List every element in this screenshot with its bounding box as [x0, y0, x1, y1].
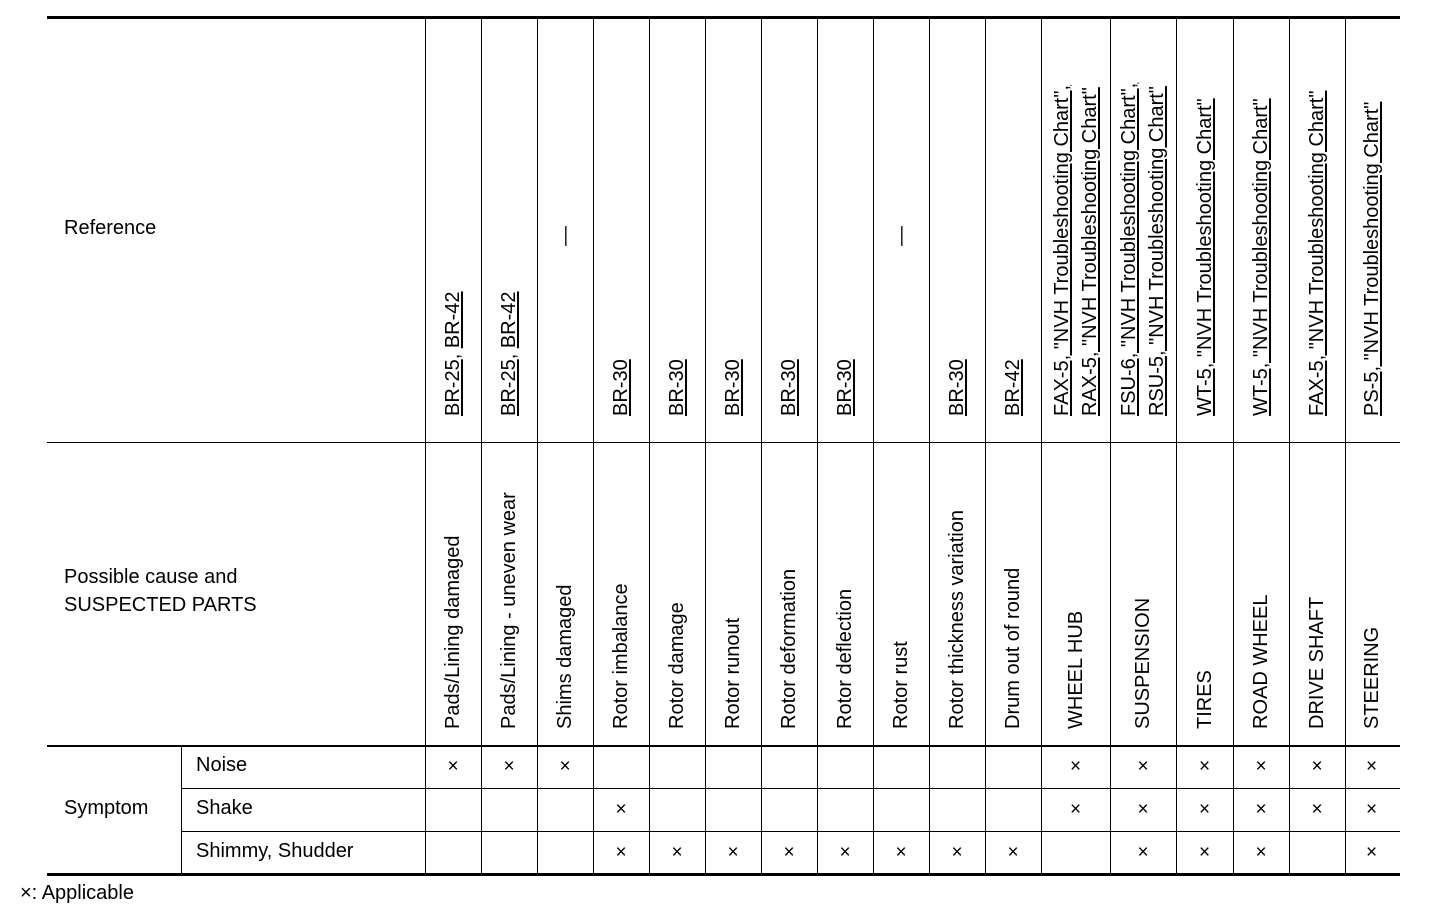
reference-text — [1247, 98, 1275, 416]
applicable-mark: × — [1069, 799, 1082, 820]
applicable-mark: × — [1255, 842, 1267, 863]
cause-text: ROAD WHEEL — [1250, 594, 1272, 729]
reference-text — [719, 359, 747, 416]
cause-text: Shims damaged — [554, 584, 576, 729]
column-rule — [649, 16, 650, 873]
applicable-mark: × — [447, 756, 459, 777]
reference-line — [1115, 83, 1143, 416]
cause-text: Rotor deflection — [834, 588, 856, 729]
reference-line — [1048, 85, 1076, 416]
applicable-mark: × — [1137, 799, 1149, 820]
applicable-mark: × — [783, 842, 795, 863]
reference-line — [943, 359, 971, 416]
reference-link[interactable]: WT-5, "NVH Troubleshooting Chart" — [1250, 98, 1272, 416]
reference-text — [1303, 91, 1331, 416]
column-rule — [593, 16, 594, 873]
applicable-mark: × — [671, 842, 683, 863]
reference-link[interactable]: BR-25 — [498, 359, 520, 416]
symptom-name: Noise — [196, 754, 248, 776]
reference-none: — — [890, 226, 912, 246]
reference-line — [607, 359, 635, 416]
applicable-mark: × — [615, 842, 627, 863]
reference-text — [607, 359, 635, 416]
symptom-name: Shimmy, Shudder — [196, 840, 354, 862]
reference-link[interactable]: RAX-5, "NVH Troubleshooting Chart" — [1078, 87, 1101, 416]
reference-text — [663, 359, 691, 416]
column-rule — [425, 16, 426, 873]
applicable-mark: × — [503, 756, 515, 777]
reference-link[interactable]: BR-42 — [498, 291, 520, 349]
symptom-divider-rule — [181, 745, 182, 873]
reference-link[interactable]: PS-5, "NVH Troubleshooting Chart" — [1360, 101, 1383, 416]
column-rule — [1289, 16, 1290, 873]
applicable-mark: × — [839, 842, 851, 863]
table-top-rule — [47, 16, 1400, 19]
reference-link[interactable]: WT-5, "NVH Troubleshooting Chart" — [1193, 98, 1216, 416]
applicable-mark: × — [1365, 842, 1378, 863]
reference-text — [1191, 98, 1219, 416]
column-rule — [1041, 16, 1042, 873]
applicable-mark: × — [1365, 799, 1378, 820]
applicable-mark: × — [1198, 756, 1211, 777]
cause-text: Rotor thickness variation — [946, 510, 968, 729]
reference-link[interactable]: BR-30 — [834, 359, 856, 416]
legend: ×: Applicable — [20, 882, 134, 904]
applicable-mark: × — [559, 756, 571, 777]
reference-link[interactable]: BR-30 — [610, 359, 632, 416]
reference-text — [1048, 85, 1104, 416]
cause-label-line2: SUSPECTED PARTS — [64, 594, 257, 616]
cause-text: DRIVE SHAFT — [1306, 596, 1328, 729]
applicable-mark: × — [1255, 799, 1267, 820]
applicable-mark: × — [1069, 756, 1082, 777]
reference-none: — — [554, 226, 576, 246]
column-rule — [929, 16, 930, 873]
reference-line — [1076, 85, 1104, 416]
applicable-mark: × — [1198, 842, 1211, 863]
reference-line — [1247, 98, 1275, 416]
column-rule — [1176, 16, 1177, 873]
reference-link[interactable]: FSU-6, "NVH Troubleshooting Chart", — [1118, 82, 1140, 416]
cause-label-line1: Possible cause and — [64, 566, 238, 588]
symptom-label: Symptom — [64, 797, 149, 819]
applicable-mark: × — [895, 842, 907, 863]
cause-text: Rotor damage — [666, 602, 688, 729]
reference-line — [999, 359, 1027, 416]
column-rule — [1345, 16, 1346, 873]
reference-line — [495, 291, 523, 416]
reference-line — [439, 291, 467, 416]
column-rule — [481, 16, 482, 873]
reference-link[interactable]: BR-30 — [946, 359, 968, 416]
cause-text: Pads/Lining - uneven wear — [498, 492, 520, 729]
reference-link[interactable]: BR-25 — [442, 359, 464, 416]
column-rule — [705, 16, 706, 873]
cause-text: Rotor deformation — [778, 568, 800, 729]
reference-line — [1303, 91, 1331, 416]
cause-text: SUSPENSION — [1132, 597, 1154, 729]
reference-line — [831, 359, 859, 416]
reference-row-rule — [47, 442, 1400, 443]
cause-text: Pads/Lining damaged — [442, 535, 464, 729]
applicable-mark: × — [1255, 756, 1267, 777]
symptom-name: Shake — [196, 797, 253, 819]
reference-line — [1143, 83, 1171, 416]
reference-label: Reference — [64, 217, 157, 239]
cause-text: Rotor runout — [722, 617, 744, 729]
reference-line — [1358, 102, 1386, 416]
applicable-mark: × — [1137, 756, 1149, 777]
reference-line — [551, 226, 579, 246]
reference-link[interactable]: BR-30 — [778, 359, 800, 416]
column-rule — [873, 16, 874, 873]
reference-text — [1358, 102, 1386, 416]
reference-link[interactable]: BR-42 — [442, 291, 464, 349]
reference-text — [551, 226, 579, 246]
reference-line — [719, 359, 747, 416]
applicable-mark: × — [951, 842, 963, 863]
cause-text: WHEEL HUB — [1064, 610, 1087, 729]
column-rule — [817, 16, 818, 873]
reference-separator: , — [498, 348, 520, 360]
reference-link[interactable]: FAX-5, "NVH Troubleshooting Chart" — [1306, 90, 1328, 416]
reference-link[interactable]: BR-30 — [722, 359, 744, 416]
column-rule — [1233, 16, 1234, 873]
column-rule — [985, 16, 986, 873]
cause-text: TIRES — [1193, 670, 1216, 729]
reference-text — [439, 291, 467, 416]
applicable-mark: × — [1365, 756, 1378, 777]
reference-text — [1115, 83, 1171, 416]
reference-text — [943, 359, 971, 416]
applicable-mark: × — [1311, 799, 1323, 820]
cause-text: Rotor imbalance — [610, 583, 632, 729]
applicable-mark: × — [1311, 756, 1323, 777]
reference-text — [831, 359, 859, 416]
column-rule — [761, 16, 762, 873]
reference-link[interactable]: BR-30 — [666, 359, 688, 416]
reference-line — [775, 359, 803, 416]
applicable-mark: × — [1198, 799, 1211, 820]
cause-text: Drum out of round — [1002, 567, 1024, 729]
reference-link[interactable]: BR-42 — [1002, 359, 1024, 416]
reference-link[interactable]: FAX-5, "NVH Troubleshooting Chart", — [1050, 84, 1073, 416]
reference-link[interactable]: RSU-5, "NVH Troubleshooting Chart" — [1146, 86, 1168, 416]
reference-line — [663, 359, 691, 416]
reference-text — [999, 359, 1027, 416]
applicable-mark: × — [615, 799, 627, 820]
column-rule — [1110, 16, 1111, 873]
column-rule — [537, 16, 538, 873]
reference-line — [1191, 98, 1219, 416]
cause-text: STEERING — [1360, 626, 1383, 729]
reference-separator: , — [442, 348, 464, 360]
reference-text — [775, 359, 803, 416]
reference-text — [495, 291, 523, 416]
reference-line — [887, 226, 915, 246]
applicable-mark: × — [727, 842, 739, 863]
reference-text — [887, 226, 915, 246]
applicable-mark: × — [1137, 842, 1149, 863]
applicable-mark: × — [1007, 842, 1019, 863]
cause-text: Rotor rust — [890, 641, 912, 729]
